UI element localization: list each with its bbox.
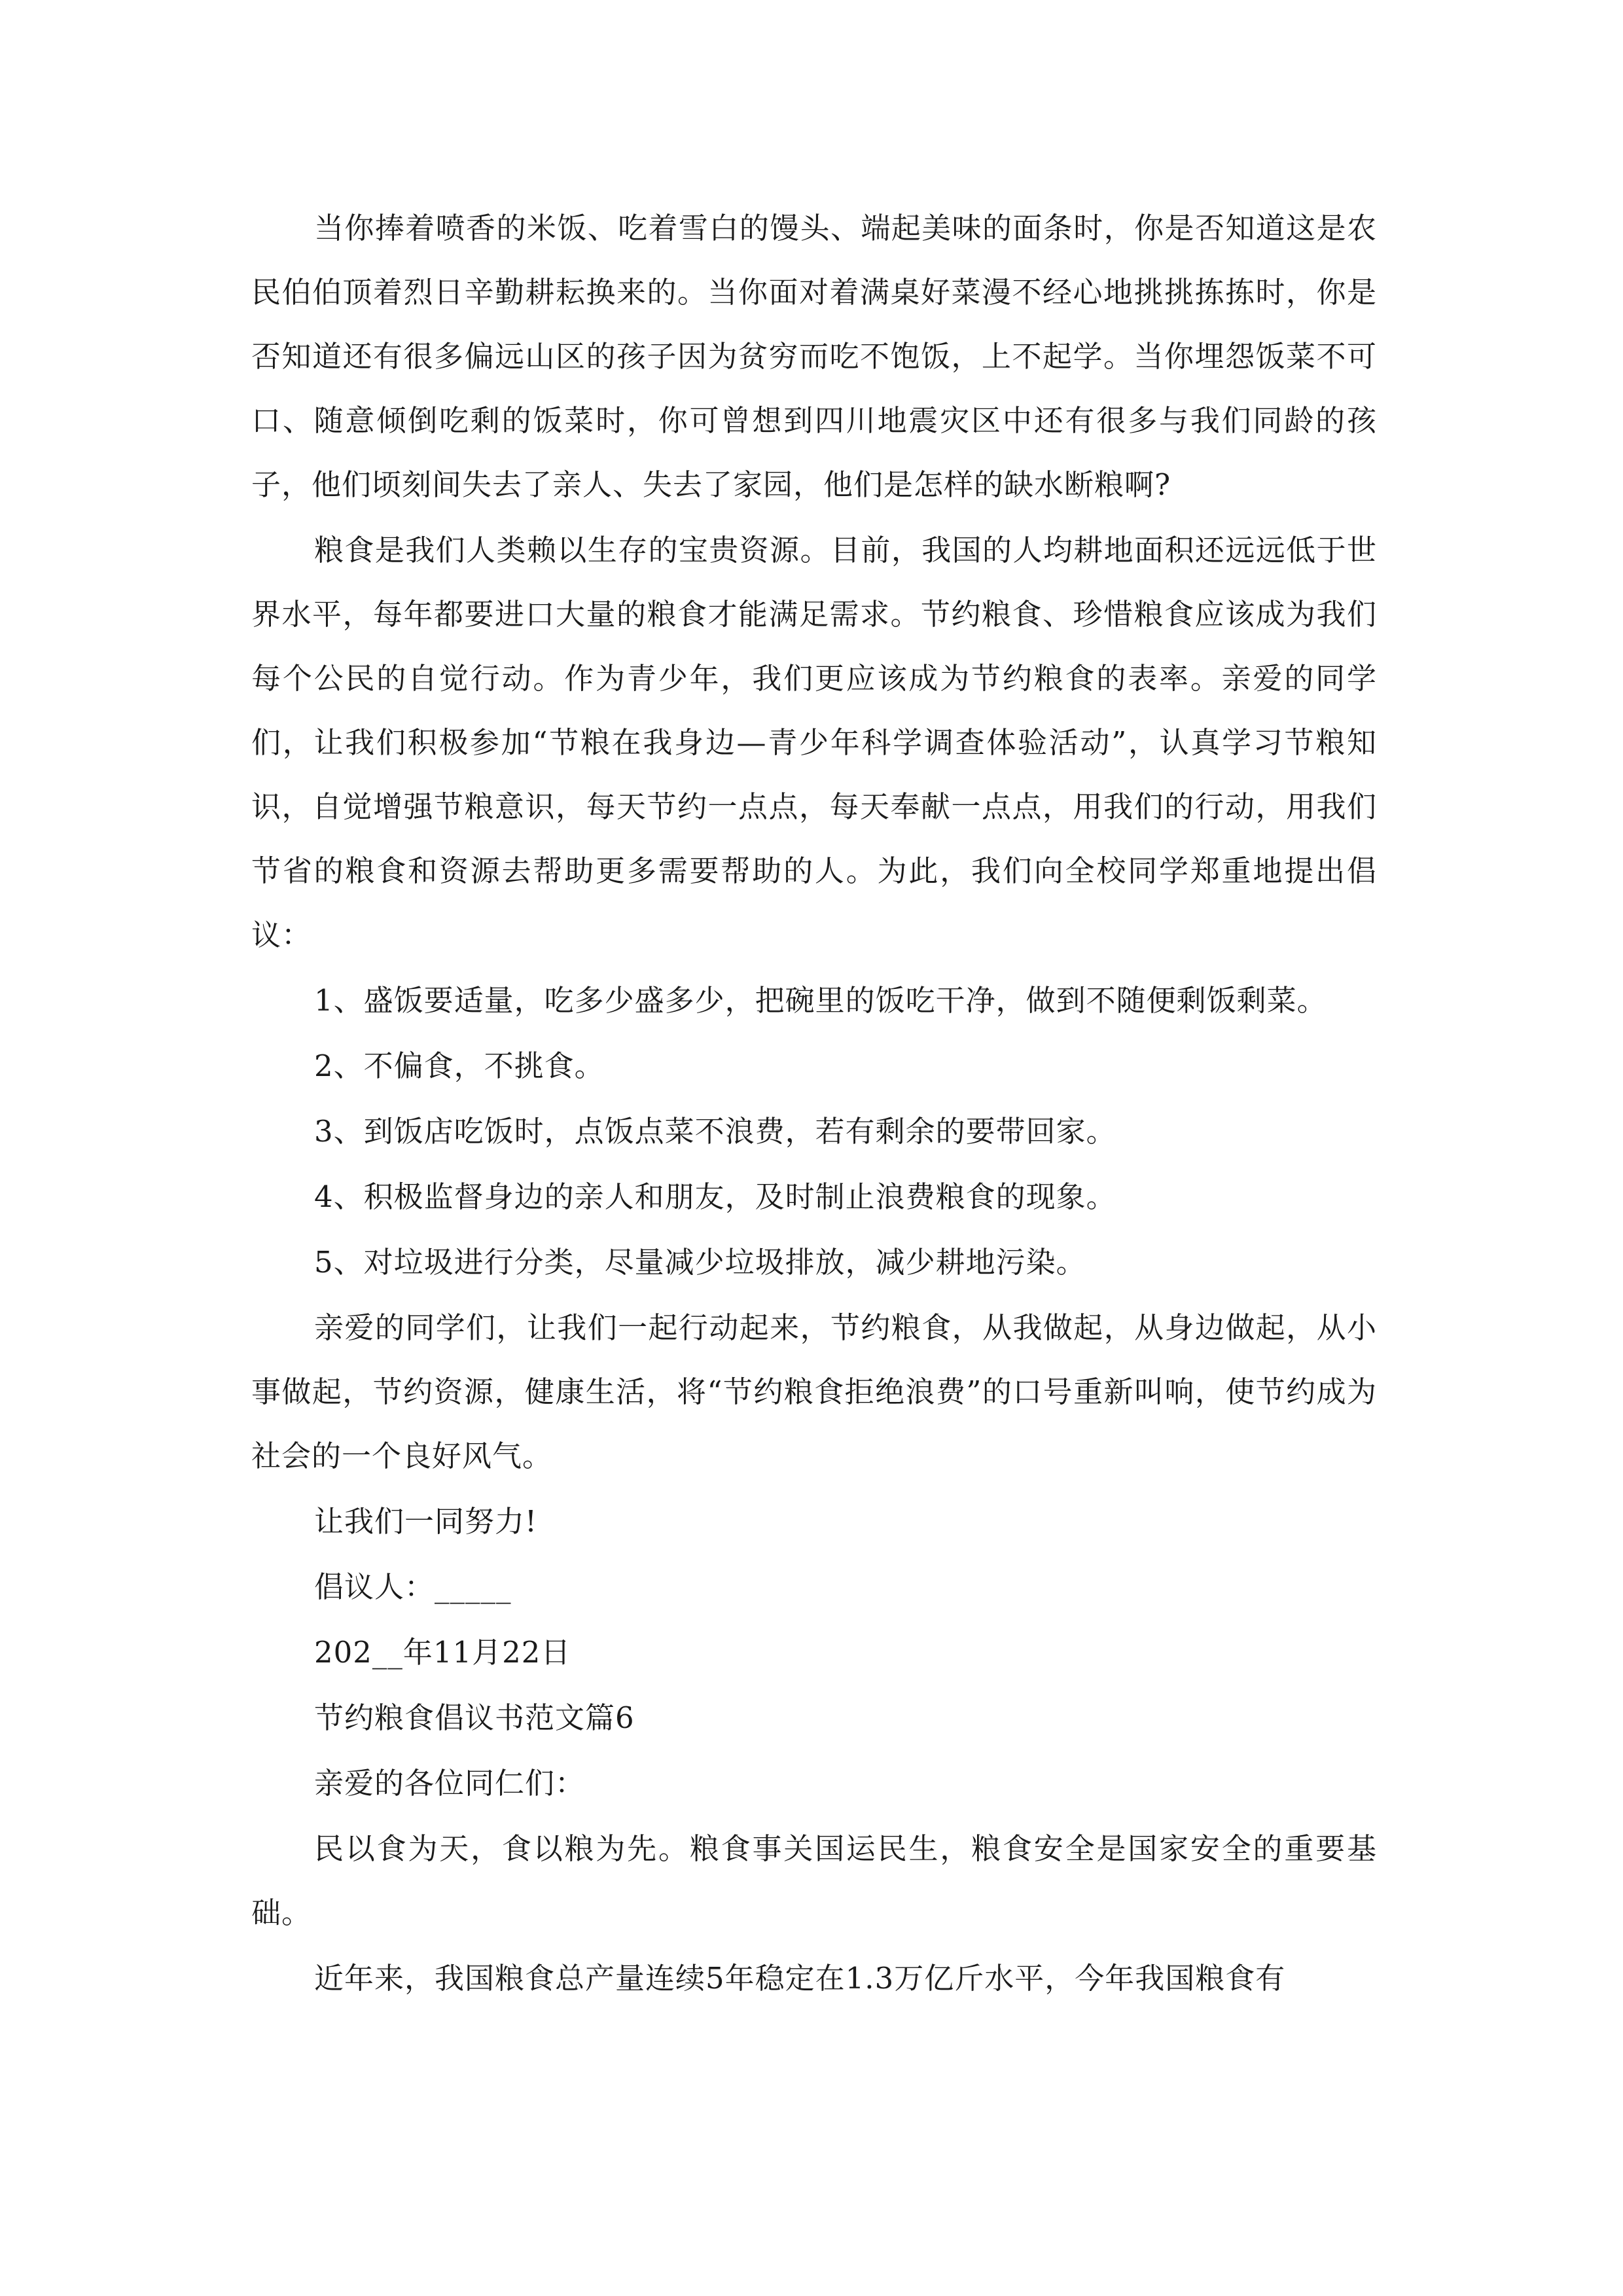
document-page bbox=[251, 196, 1377, 2012]
paragraph-intro: 当你捧着喷香的米饭、吃着雪白的馒头、端起美味的面条时，你是否知道这是农民伯伯顶着烈日辛勤耕耘换来的。当你面对着满桌好菜漫不经心地挑挑拣拣时，你是否知道还有很多偏远山区的孩子因为贫穷而吃不饱饭，上不起学。当你埋怨饭菜不可口、随意倾倒吃剩的饭菜时，你可曾想到四川地震灾区中还有很多与我们同龄的孩子，他们顷刻间失去了亲人、失去了家园，他们是怎样的缺水断粮啊? bbox=[251, 211, 1377, 502]
date-line: 202__年11月22日 bbox=[314, 1635, 571, 1670]
salutation: 亲爱的各位同仁们： bbox=[314, 1766, 586, 1801]
paragraph-recent-years: 近年来，我国粮食总产量连续5年稳定在1.3万亿斤水平，今年我国粮食有 bbox=[314, 1961, 1286, 1996]
proposal-item-5: 5、对垃圾进行分类，尽量减少垃圾排放，减少耕地污染。 bbox=[314, 1245, 1086, 1280]
closing-line: 让我们一同努力! bbox=[314, 1504, 538, 1539]
proposal-item-4: 4、积极监督身边的亲人和朋友，及时制止浪费粮食的现象。 bbox=[314, 1179, 1116, 1214]
paragraph-resources: 粮食是我们人类赖以生存的宝贵资源。目前，我国的人均耕地面积还远远低于世界水平，每年都要进口大量的粮食才能满足需求。节约粮食、珍惜粮食应该成为我们每个公民的自觉行动。作为青少年，我们更应该成为节约粮食的表率。亲爱的同学们，让我们积极参加“节粮在我身边—青少年科学调查体验活动”，认真学习节粮知识，自觉增强节粮意识，每天节约一点点，每天奉献一点点，用我们的行动，用我们节省的粮食和资源去帮助更多需要帮助的人。为此，我们向全校同学郑重地提出倡议： bbox=[251, 533, 1377, 952]
paragraph-call-to-action: 亲爱的同学们，让我们一起行动起来，节约粮食，从我做起，从身边做起，从小事做起，节约资源，健康生活，将“节约粮食拒绝浪费”的口号重新叫响，使节约成为社会的一个良好风气。 bbox=[251, 1310, 1377, 1473]
proposal-item-3: 3、到饭店吃饭时，点饭点菜不浪费，若有剩余的要带回家。 bbox=[314, 1114, 1116, 1149]
proposal-item-2: 2、不偏食，不挑食。 bbox=[314, 1049, 605, 1083]
proposal-item-1: 1、盛饭要适量，吃多少盛多少，把碗里的饭吃干净，做到不随便剩饭剩菜。 bbox=[314, 983, 1327, 1018]
paragraph-food-security: 民以食为天，食以粮为先。粮食事关国运民生，粮食安全是国家安全的重要基础。 bbox=[251, 1831, 1377, 1930]
signatory-line: 倡议人：_____ bbox=[314, 1570, 512, 1604]
section-title: 节约粮食倡议书范文篇6 bbox=[314, 1700, 635, 1735]
